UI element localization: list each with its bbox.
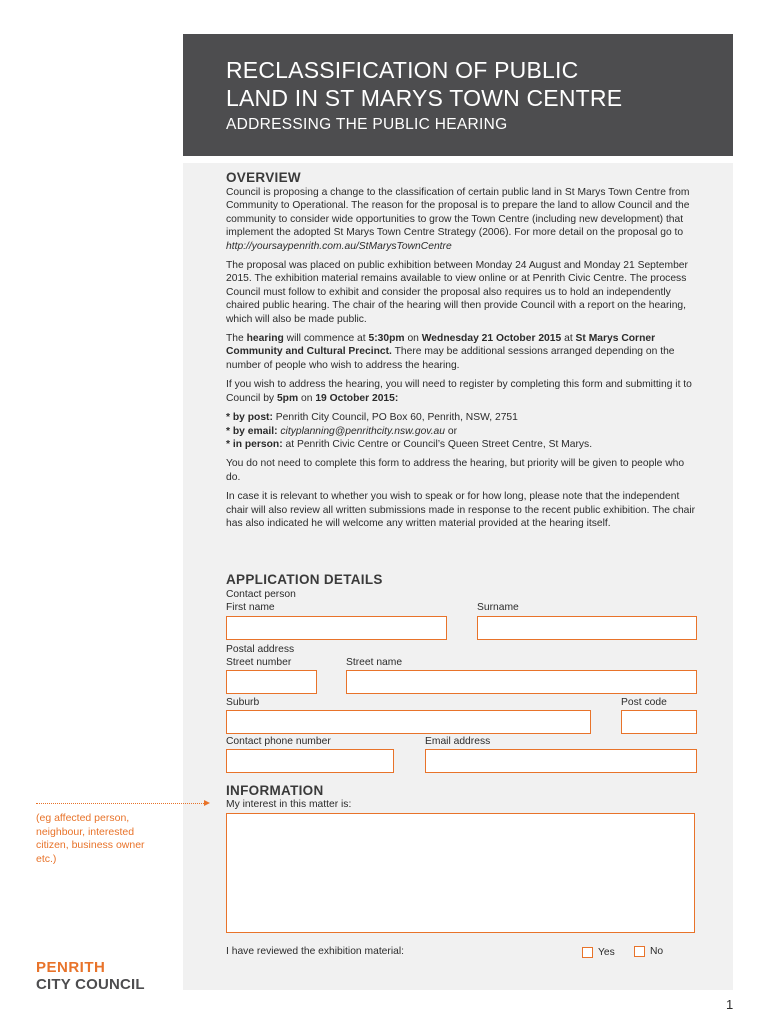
person-text: at Penrith Civic Centre or Council’s Queen Street Centre, St Marys. <box>282 438 593 450</box>
suburb-field[interactable] <box>226 710 591 734</box>
proposal-link[interactable]: http://yoursaypenrith.com.au/StMarysTownCentre <box>226 240 452 252</box>
overview-paragraph-1 <box>226 186 700 253</box>
logo-line-2: CITY COUNCIL <box>36 976 145 993</box>
note-arrow-icon <box>204 800 210 806</box>
phone-label: Contact phone number <box>226 736 331 747</box>
p3-f: Wednesday 21 October 2015 <box>421 333 562 345</box>
page-subtitle: ADDRESSING THE PUBLIC HEARING <box>226 116 508 133</box>
yes-checkbox[interactable] <box>582 947 593 958</box>
p3-i: There may be additional sessions arranged depending on the number of people who wish to address the hearing. <box>226 346 675 371</box>
post-code-label: Post code <box>621 697 667 708</box>
interest-label: My interest in this matter is: <box>226 799 352 810</box>
yes-label: Yes <box>598 947 615 958</box>
application-heading: APPLICATION DETAILS <box>226 572 383 587</box>
p4-b: 5pm <box>276 392 299 404</box>
information-heading: INFORMATION <box>226 783 324 798</box>
reviewed-label: I have reviewed the exhibition material: <box>226 946 405 957</box>
p4-c: on <box>298 392 316 404</box>
post-code-field[interactable] <box>621 710 697 734</box>
header-banner <box>183 34 733 156</box>
page-title <box>226 56 622 112</box>
email-field[interactable] <box>425 749 697 773</box>
no-label: No <box>650 946 664 957</box>
overview-section <box>226 170 700 536</box>
street-number-field[interactable] <box>226 670 317 694</box>
post-text: Penrith City Council, PO Box 60, Penrith, NSW, 2751 <box>272 412 518 424</box>
note-leader-line <box>36 803 206 804</box>
overview-paragraph-2: The proposal was placed on public exhibition between Monday 24 August and Monday 21 September 2015. The exhibition material remains available to view online or at Penrith Civic Centre. The process Council must follow to exhibit and consider the proposal also requires us to hold an independently chaired public hearing. The chair of the hearing will then provide Council with a report on the hearing, which will also be made public. <box>226 260 688 325</box>
email-link[interactable]: cityplanning@penrithcity.nsw.gov.au <box>280 425 446 437</box>
street-name-label: Street name <box>346 657 403 668</box>
overview-heading: OVERVIEW <box>226 170 301 185</box>
penrith-logo <box>36 959 145 993</box>
person-label: * in person: <box>226 438 283 450</box>
overview-paragraph-3 <box>226 332 700 372</box>
email-address-label: Email address <box>425 736 491 747</box>
phone-field[interactable] <box>226 749 394 773</box>
suburb-label: Suburb <box>226 697 260 708</box>
p4-d: 19 October 2015: <box>315 392 399 404</box>
p3-a: The <box>226 333 247 345</box>
p3-c: will commence at <box>283 333 369 345</box>
postal-address-label: Postal address <box>226 644 295 655</box>
overview-p1-text: Council is proposing a change to the classification of certain public land in St Marys Town Centre from Community to Operational. The reason for the proposal is to prepare the land to allow Council and the community to consider wide opportunities to grow the Town Centre (including new development) that implement the adopted St Marys Town Centre Strategy (2006). For more detail on the proposal go to <box>226 187 690 239</box>
overview-paragraph-5: You do not need to complete this form to address the hearing, but priority will be given to people who do. <box>226 458 685 483</box>
overview-paragraph-4 <box>226 378 700 405</box>
street-number-label: Street number <box>226 657 292 668</box>
p3-b: hearing <box>246 333 284 345</box>
contact-person-label: Contact person <box>226 589 296 600</box>
p3-e: on <box>404 333 422 345</box>
p3-h: St Marys Corner Community and Cultural Precinct. <box>226 333 656 358</box>
p4-a: If you wish to address the hearing, you will need to register by completing this form and submitting it to Council by <box>226 379 692 404</box>
overview-paragraph-6: In case it is relevant to whether you wish to speak or for how long, please note that the independent chair will also review all written submissions made in response to the recent public exhibition. The chair has also indicated he will welcome any written material provided at the hearing itself. <box>226 491 696 529</box>
page-number: 1 <box>726 997 734 1012</box>
title-line-2: LAND IN ST MARYS TOWN CENTRE <box>226 85 623 111</box>
first-name-label: First name <box>226 602 275 613</box>
submission-methods <box>226 411 700 451</box>
interest-note: (eg affected person, neighbour, interested citizen, business owner etc.) <box>36 812 145 865</box>
first-name-field[interactable] <box>226 616 447 640</box>
email-suffix: or <box>445 425 458 437</box>
logo-line-1: PENRITH <box>36 959 106 976</box>
p3-g: at <box>561 333 576 345</box>
interest-textarea[interactable] <box>226 813 695 933</box>
surname-label: Surname <box>477 602 519 613</box>
post-label: * by post: <box>226 412 273 424</box>
p3-d: 5:30pm <box>368 333 405 345</box>
street-name-field[interactable] <box>346 670 697 694</box>
title-line-1: RECLASSIFICATION OF PUBLIC <box>226 57 579 83</box>
no-checkbox[interactable] <box>634 946 645 957</box>
email-label: * by email: <box>226 425 278 437</box>
surname-field[interactable] <box>477 616 697 640</box>
